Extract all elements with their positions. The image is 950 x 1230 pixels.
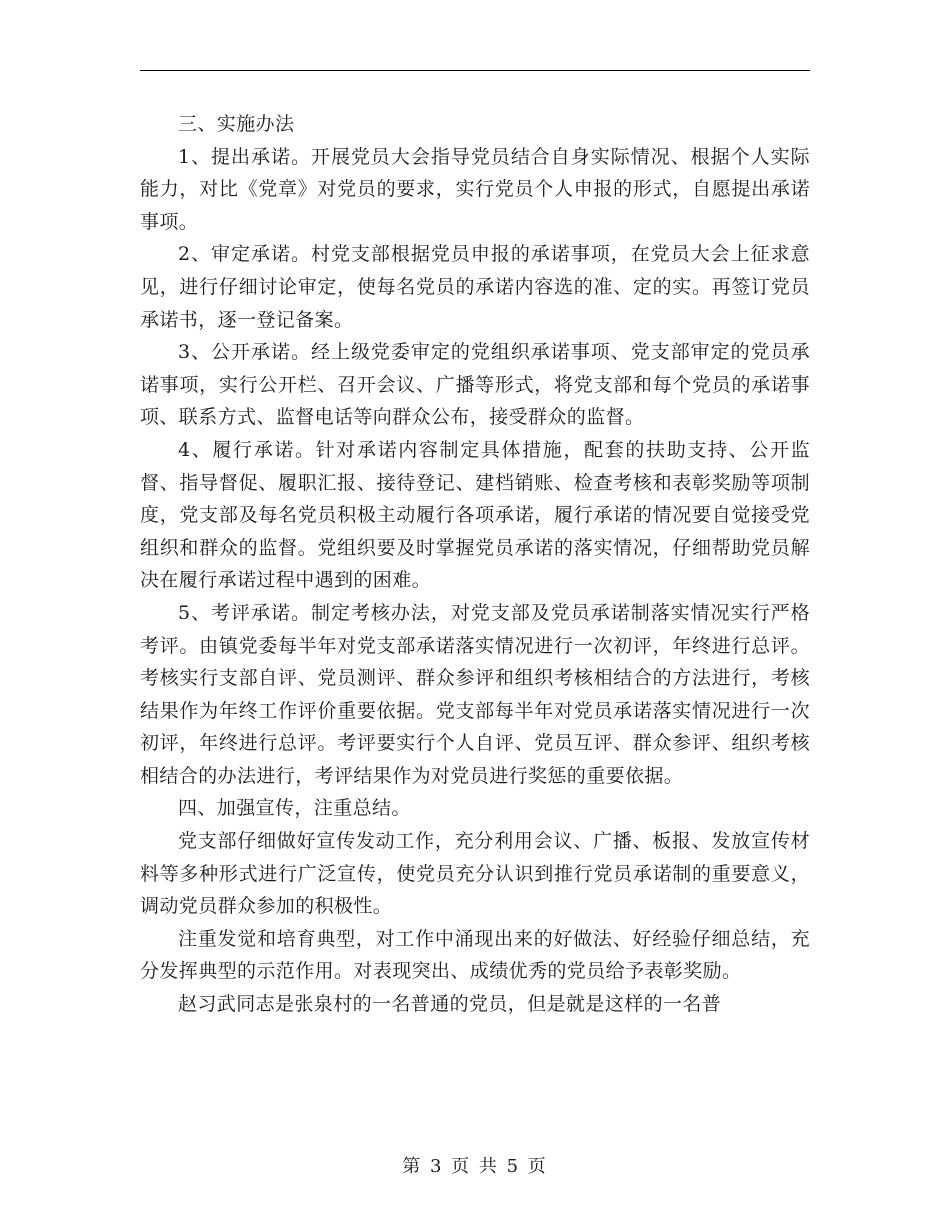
paragraph-public-commitment: 3、公开承诺。经上级党委审定的党组织承诺事项、党支部审定的党员承诺事项，实行公开栏、召开会议、广播等形式，将党支部和每个党员的承诺事项、联系方式、监督电话等向群众公布，接受群众的监督。 bbox=[140, 341, 810, 429]
header-rule bbox=[140, 70, 810, 71]
document-body bbox=[140, 108, 810, 1021]
paragraph-evaluate-commitment: 5、考评承诺。制定考核办法，对党支部及党员承诺制落实情况实行严格考评。由镇党委每半年对党支部承诺落实情况进行一次初评，年终进行总评。考核实行支部自评、党员测评、群众参评和组织考核相结合的方法进行，考核结果作为年终工作评价重要依据。党支部每半年对党员承诺落实情况进行一次初评，年终进行总评。考评要实行个人自评、党员互评、群众参评、组织考核相结合的办法进行，考评结果作为对党员进行奖惩的重要依据。 bbox=[140, 601, 810, 787]
paragraph-cultivate-models: 注重发觉和培育典型，对工作中涌现出来的好做法、好经验仔细总结，充分发挥典型的示范作用。对表现突出、成绩优秀的党员给予表彰奖励。 bbox=[140, 927, 810, 983]
paragraph-propose-commitment: 1、提出承诺。开展党员大会指导党员结合自身实际情况、根据个人实际能力，对比《党章》对党员的要求，实行党员个人申报的形式，自愿提出承诺事项。 bbox=[140, 145, 810, 233]
paragraph-publicity-work: 党支部仔细做好宣传发动工作，充分利用会议、广播、板报、发放宣传材料等多种形式进行广泛宣传，使党员充分认识到推行党员承诺制的重要意义，调动党员群众参加的积极性。 bbox=[140, 830, 810, 918]
paragraph-review-commitment: 2、审定承诺。村党支部根据党员申报的承诺事项，在党员大会上征求意见，进行仔细讨论审定，使每名党员的承诺内容选的准、定的实。再签订党员承诺书，逐一登记备案。 bbox=[140, 243, 810, 331]
section-heading-implementation: 三、实施办法 bbox=[178, 113, 295, 135]
section-heading-publicity: 四、加强宣传，注重总结。 bbox=[178, 797, 411, 820]
paragraph-zhao-xiwu: 赵习武同志是张泉村的一名普通的党员，但是就是这样的一名普 bbox=[178, 993, 722, 1016]
page-number: 第 3 页 共 5 页 bbox=[402, 1156, 548, 1177]
paragraph-fulfill-commitment: 4、履行承诺。针对承诺内容制定具体措施，配套的扶助支持、公开监督、指导督促、履职汇报、接待登记、建档销账、检查考核和表彰奖励等项制度，党支部及每名党员积极主动履行各项承诺，履行承诺的情况要自觉接受党组织和群众的监督。党组织要及时掌握党员承诺的落实情况，仔细帮助党员解决在履行承诺过程中遇到的困难。 bbox=[140, 438, 810, 592]
